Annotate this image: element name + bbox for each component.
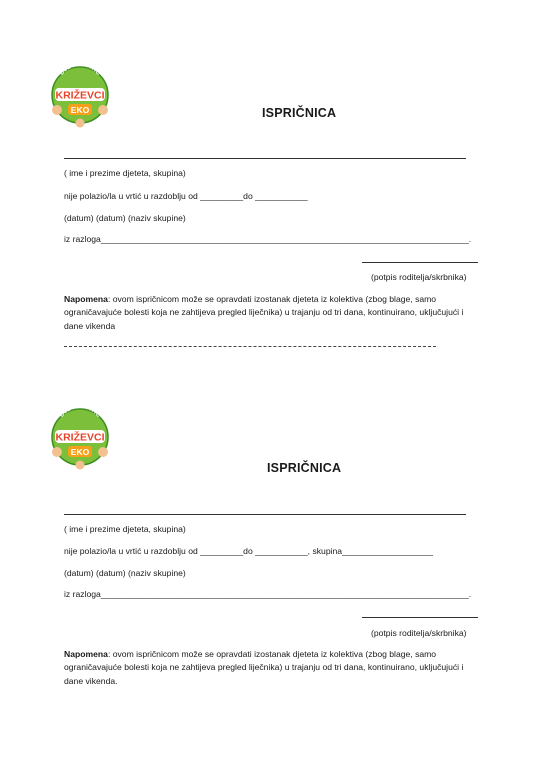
logo-arc-text: DJEČJI VRTIĆ (58, 60, 102, 77)
logo-graphic (47, 402, 113, 472)
child-face-icon (98, 447, 108, 457)
child-name-caption: ( ime i prezime djeteta, skupina) (64, 168, 186, 178)
signature-caption: (potpis roditelja/skrbnika) (371, 628, 467, 638)
kindergarten-logo (47, 60, 113, 130)
child-face-icon (76, 461, 85, 470)
note-label: Napomena (64, 649, 108, 659)
signature-caption: (potpis roditelja/skrbnika) (371, 272, 467, 282)
absence-period-line[interactable]: nije polazio/la u vrtić u razdoblju od _________do ___________ (64, 191, 308, 201)
logo-badge-text: EKO (70, 446, 90, 457)
child-name-line[interactable] (64, 514, 466, 515)
child-face-icon (98, 105, 108, 115)
note-paragraph (64, 293, 480, 333)
child-name-line[interactable] (64, 158, 466, 159)
logo-arc-text: DJEČJI VRTIĆ (58, 402, 102, 419)
child-face-icon (76, 119, 85, 128)
note-paragraph (64, 648, 480, 688)
logo-graphic (47, 60, 113, 130)
note-text: : ovom ispričnicom može se opravdati izostanak djeteta iz kolektiva (zbog blage, samo ograničavajuće bolesti koja ne zahtijeva pregled liječnika) u trajanju od tri dana, kontinuirano, uključujući i dane vikenda (64, 294, 464, 331)
child-face-icon (52, 447, 62, 457)
logo-name-text: KRIŽEVCI (55, 89, 105, 102)
signature-line[interactable] (362, 617, 478, 618)
form-title: ISPRIČNICA (267, 461, 342, 475)
absence-period-line[interactable]: nije polazio/la u vrtić u razdoblju od _________do ___________, skupina___________________ (64, 546, 433, 556)
cut-line (64, 346, 436, 347)
logo-badge-text: EKO (70, 104, 90, 115)
child-name-caption: ( ime i prezime djeteta, skupina) (64, 524, 186, 534)
note-text: : ovom ispričnicom može se opravdati izostanak djeteta iz kolektiva (zbog blage, samo ograničavajuće bolesti koja ne zahtijeva pregled liječnika) u trajanju od tri dana, kontinuirano, uključujući i dane vikenda. (64, 649, 464, 686)
dates-caption: (datum) (datum) (naziv skupine) (64, 213, 186, 223)
reason-line[interactable]: iz razloga_____________________________________________________________________________. (64, 234, 472, 244)
dates-caption: (datum) (datum) (naziv skupine) (64, 568, 186, 578)
reason-line[interactable]: iz razloga_____________________________________________________________________________. (64, 589, 472, 599)
logo-name-text: KRIŽEVCI (55, 431, 105, 444)
form-title: ISPRIČNICA (262, 106, 337, 120)
note-label: Napomena (64, 294, 108, 304)
child-face-icon (52, 105, 62, 115)
kindergarten-logo (47, 402, 113, 472)
signature-line[interactable] (362, 262, 478, 263)
